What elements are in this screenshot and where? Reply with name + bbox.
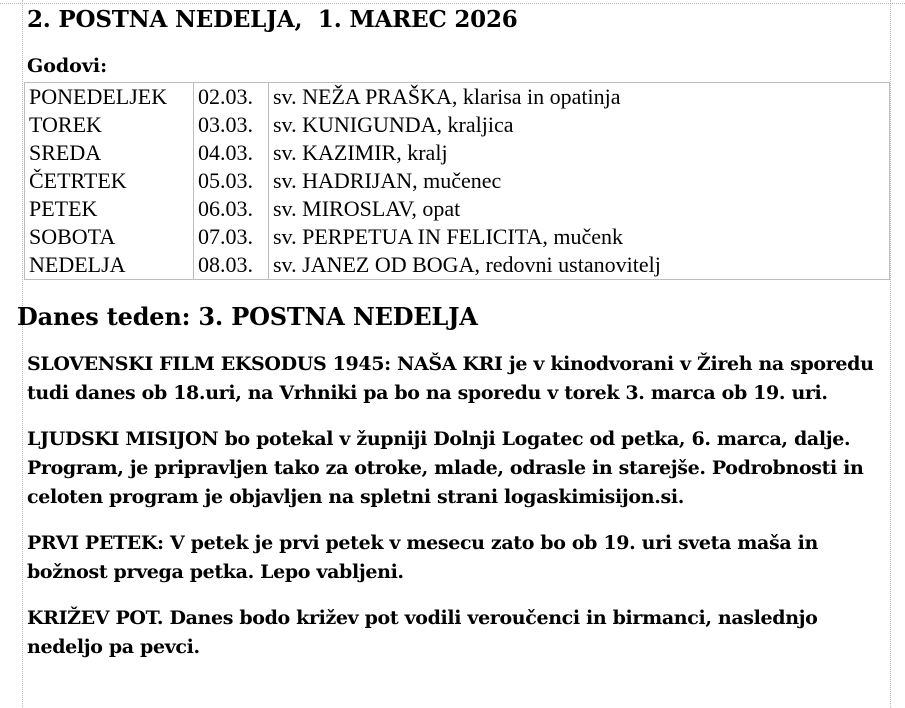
table-row [25, 83, 890, 112]
day-cell: NEDELJA [25, 251, 194, 280]
day-cell: SOBOTA [25, 223, 194, 251]
notice-stations-of-cross: KRIŽEV POT. Danes bodo križev pot vodili veroučenci in birmanci, naslednjo nedeljo pa pevci. [27, 607, 818, 658]
saint-cell: sv. KUNIGUNDA, kraljica [269, 111, 890, 139]
feasts-table [24, 82, 890, 280]
saint-cell: sv. HADRIJAN, mučenec [269, 167, 890, 195]
date-cell: 07.03. [194, 223, 269, 251]
notice-mission: LJUDSKI MISIJON bo potekal v župniji Dolnji Logatec od petka, 6. marca, dalje. Program, je pripravljen tako za otroke, mlade, odrasle in starejše. Podrobnosti in celoten program je objavljen na spletni strani logaskimisijon.si. [27, 428, 864, 508]
day-cell: ČETRTEK [25, 167, 194, 195]
saint-cell: sv. JANEZ OD BOGA, redovni ustanovitelj [269, 251, 890, 280]
date-cell: 05.03. [194, 167, 269, 195]
date-cell: 03.03. [194, 111, 269, 139]
margin-guide-left [22, 0, 23, 708]
date-cell: 08.03. [194, 251, 269, 280]
saint-cell: sv. KAZIMIR, kralj [269, 139, 890, 167]
table-row [25, 111, 890, 139]
saint-cell: sv. PERPETUA IN FELICITA, mučenk [269, 223, 890, 251]
date-cell: 02.03. [194, 83, 269, 112]
day-cell: SREDA [25, 139, 194, 167]
notices-section [27, 350, 887, 679]
day-cell: TOREK [25, 111, 194, 139]
day-cell: PONEDELJEK [25, 83, 194, 112]
table-row [25, 139, 890, 167]
table-row [25, 223, 890, 251]
page-title: 2. POSTNA NEDELJA, 1. MAREC 2026 [27, 6, 518, 33]
saint-cell: sv. NEŽA PRAŠKA, klarisa in opatinja [269, 83, 890, 112]
table-row [25, 195, 890, 223]
margin-guide-top [0, 3, 905, 4]
table-row [25, 167, 890, 195]
table-row [25, 251, 890, 280]
notice-first-friday: PRVI PETEK: V petek je prvi petek v mesecu zato bo ob 19. uri sveta maša in božnost prvega petka. Lepo vabljeni. [27, 532, 818, 583]
notice-film: SLOVENSKI FILM EKSODUS 1945: NAŠA KRI je v kinodvorani v Žireh na sporedu tudi danes ob 18.uri, na Vrhniki pa bo na sporedu v torek 3. marca ob 19. uri. [27, 353, 874, 404]
day-cell: PETEK [25, 195, 194, 223]
week-heading: Danes teden: 3. POSTNA NEDELJA [17, 302, 478, 331]
margin-guide-right [890, 0, 891, 708]
date-cell: 06.03. [194, 195, 269, 223]
saint-cell: sv. MIROSLAV, opat [269, 195, 890, 223]
feasts-heading: Godovi: [27, 55, 108, 77]
date-cell: 04.03. [194, 139, 269, 167]
